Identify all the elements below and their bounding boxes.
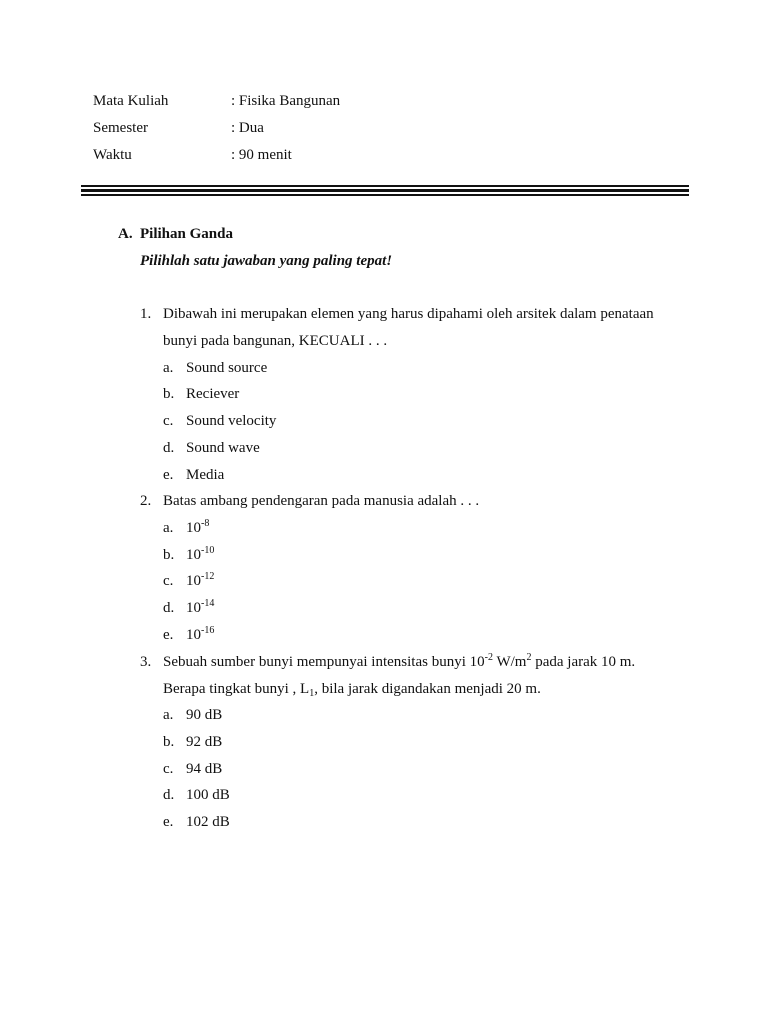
course-value: : Fisika Bangunan bbox=[231, 93, 341, 109]
semester-label: Semester bbox=[93, 120, 148, 136]
option-letter: b. bbox=[163, 547, 175, 563]
section-title: Pilihan Ganda bbox=[140, 226, 233, 242]
question-text: Batas ambang pendengaran pada manusia adalah . . . bbox=[163, 493, 480, 509]
option-exponent: -16 bbox=[201, 625, 215, 636]
option-letter: d. bbox=[163, 787, 175, 803]
option-letter: e. bbox=[163, 814, 174, 830]
option-letter: a. bbox=[163, 707, 174, 723]
intensity-exponent: -2 bbox=[484, 652, 493, 663]
option-base: 10 bbox=[186, 573, 201, 589]
option-text: Sound velocity bbox=[186, 413, 277, 429]
course-label: Mata Kuliah bbox=[93, 93, 169, 109]
option-value bbox=[186, 600, 214, 617]
option-text: Sound wave bbox=[186, 440, 260, 456]
level-subscript: 1 bbox=[309, 688, 315, 699]
question-text bbox=[163, 654, 635, 671]
header-divider-bottom bbox=[81, 194, 689, 196]
section-instruction: Pilihlah satu jawaban yang paling tepat! bbox=[140, 253, 393, 269]
option-value bbox=[186, 547, 214, 564]
option-letter: c. bbox=[163, 413, 174, 429]
option-text: Media bbox=[186, 467, 225, 483]
question-text: bunyi pada bangunan, KECUALI . . . bbox=[163, 333, 388, 349]
option-base: 10 bbox=[186, 600, 201, 616]
option-text: 94 dB bbox=[186, 761, 223, 777]
question-text-part: pada jarak 10 m. bbox=[531, 654, 636, 670]
semester-value: : Dua bbox=[231, 120, 264, 136]
header-divider-middle bbox=[81, 189, 689, 192]
unit-exponent: 2 bbox=[526, 652, 532, 663]
question-number: 1. bbox=[140, 306, 152, 322]
option-letter: a. bbox=[163, 520, 174, 536]
section-heading bbox=[118, 226, 233, 243]
option-value bbox=[186, 627, 214, 644]
option-text: 92 dB bbox=[186, 734, 223, 750]
question-text-part: Berapa tingkat bunyi , L bbox=[163, 681, 310, 697]
question-number: 3. bbox=[140, 654, 152, 670]
question-text-part: W/m bbox=[492, 654, 527, 670]
option-exponent: -8 bbox=[201, 518, 210, 529]
option-letter: b. bbox=[163, 734, 175, 750]
option-letter: c. bbox=[163, 573, 174, 589]
option-letter: a. bbox=[163, 360, 174, 376]
option-letter: b. bbox=[163, 386, 175, 402]
option-exponent: -14 bbox=[201, 598, 215, 609]
question-text-part: Sebuah sumber bunyi mempunyai intensitas bunyi 10 bbox=[163, 654, 485, 670]
option-exponent: -10 bbox=[201, 545, 215, 556]
option-letter: c. bbox=[163, 761, 174, 777]
option-letter: e. bbox=[163, 467, 174, 483]
option-letter: d. bbox=[163, 600, 175, 616]
option-base: 10 bbox=[186, 520, 201, 536]
option-text: Reciever bbox=[186, 386, 240, 402]
question-text-part: , bila jarak digandakan menjadi 20 m. bbox=[314, 681, 541, 697]
time-label: Waktu bbox=[93, 147, 132, 163]
header-divider-top bbox=[81, 185, 689, 187]
question-number: 2. bbox=[140, 493, 152, 509]
option-letter: d. bbox=[163, 440, 175, 456]
option-text: 90 dB bbox=[186, 707, 223, 723]
option-text: Sound source bbox=[186, 360, 268, 376]
time-value: : 90 menit bbox=[231, 147, 292, 163]
option-value bbox=[186, 573, 214, 590]
question-text bbox=[163, 681, 541, 698]
option-exponent: -12 bbox=[201, 571, 215, 582]
option-text: 100 dB bbox=[186, 787, 230, 803]
option-base: 10 bbox=[186, 547, 201, 563]
option-base: 10 bbox=[186, 627, 201, 643]
option-letter: e. bbox=[163, 627, 174, 643]
question-text: Dibawah ini merupakan elemen yang harus dipahami oleh arsitek dalam penataan bbox=[163, 306, 654, 322]
section-letter: A. bbox=[118, 226, 133, 242]
option-text: 102 dB bbox=[186, 814, 230, 830]
option-value bbox=[186, 520, 209, 537]
